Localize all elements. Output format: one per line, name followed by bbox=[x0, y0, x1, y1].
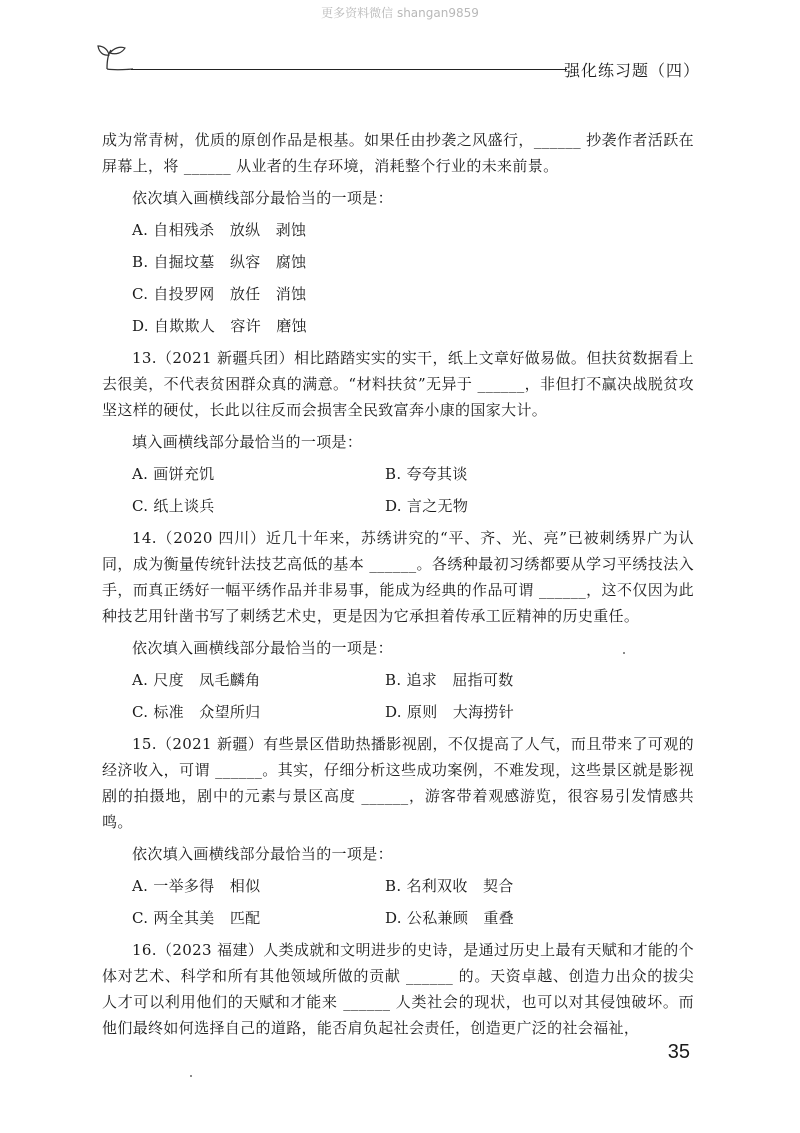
question-13-options-row-1 bbox=[132, 461, 694, 487]
question-14-option-a: A. 尺度 凤毛麟角 bbox=[132, 671, 261, 689]
question-12-option-b: B. 自掘坟墓 纵容 腐蚀 bbox=[132, 253, 307, 271]
question-12-option-d: D. 自欺欺人 容许 磨蚀 bbox=[132, 317, 307, 335]
question-13-text: 13.（2021 新疆兵团）相比踏踏实实的实干，纸上文章好做易做。但扶贫数据看上去很美，不代表贫困群众真的满意。“材料扶贫”无异于 ______，非但打不赢决战脱贫攻坚这样的硬仗，长此以往反而会损害全民致富奔小康的国家大计。 bbox=[102, 349, 694, 419]
question-12-prompt: 依次填入画横线部分最恰当的一项是： bbox=[132, 189, 393, 207]
sprout-icon bbox=[95, 42, 133, 72]
question-12-option-a: A. 自相残杀 放纵 剥蚀 bbox=[132, 221, 307, 239]
question-13-prompt: 填入画横线部分最恰当的一项是： bbox=[132, 433, 363, 451]
scan-speck bbox=[190, 1075, 192, 1077]
question-15-options-row-1 bbox=[132, 873, 694, 899]
question-14-option-b: B. 追求 屈指可数 bbox=[385, 671, 514, 689]
question-13-option-a: A. 画饼充饥 bbox=[132, 465, 215, 483]
question-16-text: 16.（2023 福建）人类成就和文明进步的史诗，是通过历史上最有天赋和才能的个体对艺术、科学和所有其他领域所做的贡献 ______ 的。天资卓越、创造力出众的拔尖人才可以利用他们的天赋和才能来 ______ 人类社会的现状，也可以对其侵蚀破坏。而他们最终如何选择自己的道路，能否肩负起社会责任，创造更广泛的社会福祉， bbox=[102, 941, 694, 1037]
question-15-options-row-2 bbox=[132, 905, 694, 931]
page-header bbox=[95, 40, 700, 80]
question-12-option-c: C. 自投罗网 放任 消蚀 bbox=[132, 285, 307, 303]
watermark-text: 更多资料微信 shangan9859 bbox=[321, 6, 479, 20]
question-13-options-row-2 bbox=[132, 493, 694, 519]
question-15-option-b: B. 名利双收 契合 bbox=[385, 877, 514, 895]
question-14-option-d: D. 原则 大海捞针 bbox=[385, 703, 515, 721]
question-15-prompt: 依次填入画横线部分最恰当的一项是： bbox=[132, 845, 393, 863]
page-content bbox=[102, 127, 694, 1047]
page-title: 强化练习题（四） bbox=[563, 61, 700, 80]
question-15-option-a: A. 一举多得 相似 bbox=[132, 877, 261, 895]
question-13-option-c: C. 纸上谈兵 bbox=[132, 497, 215, 515]
scan-speck bbox=[623, 652, 625, 654]
question-13-option-b: B. 夸夸其谈 bbox=[385, 465, 468, 483]
paragraph-intro: 成为常青树，优质的原创作品是根基。如果任由抄袭之风盛行，______ 抄袭作者活跃在屏幕上，将 ______ 从业者的生存环境，消耗整个行业的未来前景。 bbox=[102, 131, 694, 175]
question-15-option-d: D. 公私兼顾 重叠 bbox=[385, 909, 515, 927]
page-number: 35 bbox=[667, 1041, 690, 1063]
question-15-text: 15.（2021 新疆）有些景区借助热播影视剧，不仅提高了人气，而且带来了可观的经济收入，可谓 ______。其实，仔细分析这些成功案例，不难发现，这些景区就是影视剧的拍摄地，剧中的元素与景区高度 ______，游客带着观感游览，很容易引发情感共鸣。 bbox=[102, 735, 694, 831]
question-14-prompt: 依次填入画横线部分最恰当的一项是： bbox=[132, 639, 393, 657]
question-14-option-c: C. 标准 众望所归 bbox=[132, 703, 261, 721]
header-rule bbox=[131, 69, 567, 70]
question-14-options-row-1 bbox=[132, 667, 694, 693]
question-14-options-row-2 bbox=[132, 699, 694, 725]
question-15-option-c: C. 两全其美 匹配 bbox=[132, 909, 261, 927]
question-13-option-d: D. 言之无物 bbox=[385, 497, 469, 515]
question-14-text: 14.（2020 四川）近几十年来，苏绣讲究的“平、齐、光、亮”已被刺绣界广为认同，成为衡量传统针法技艺高低的基本 ______。各绣种最初习绣都要从学习平绣技法入手，而真正绣好一幅平绣作品并非易事，能成为经典的作品可谓 ______，这不仅因为此种技艺用针凿书写了刺绣艺术史，更是因为它承担着传承工匠精神的历史重任。 bbox=[102, 529, 694, 625]
